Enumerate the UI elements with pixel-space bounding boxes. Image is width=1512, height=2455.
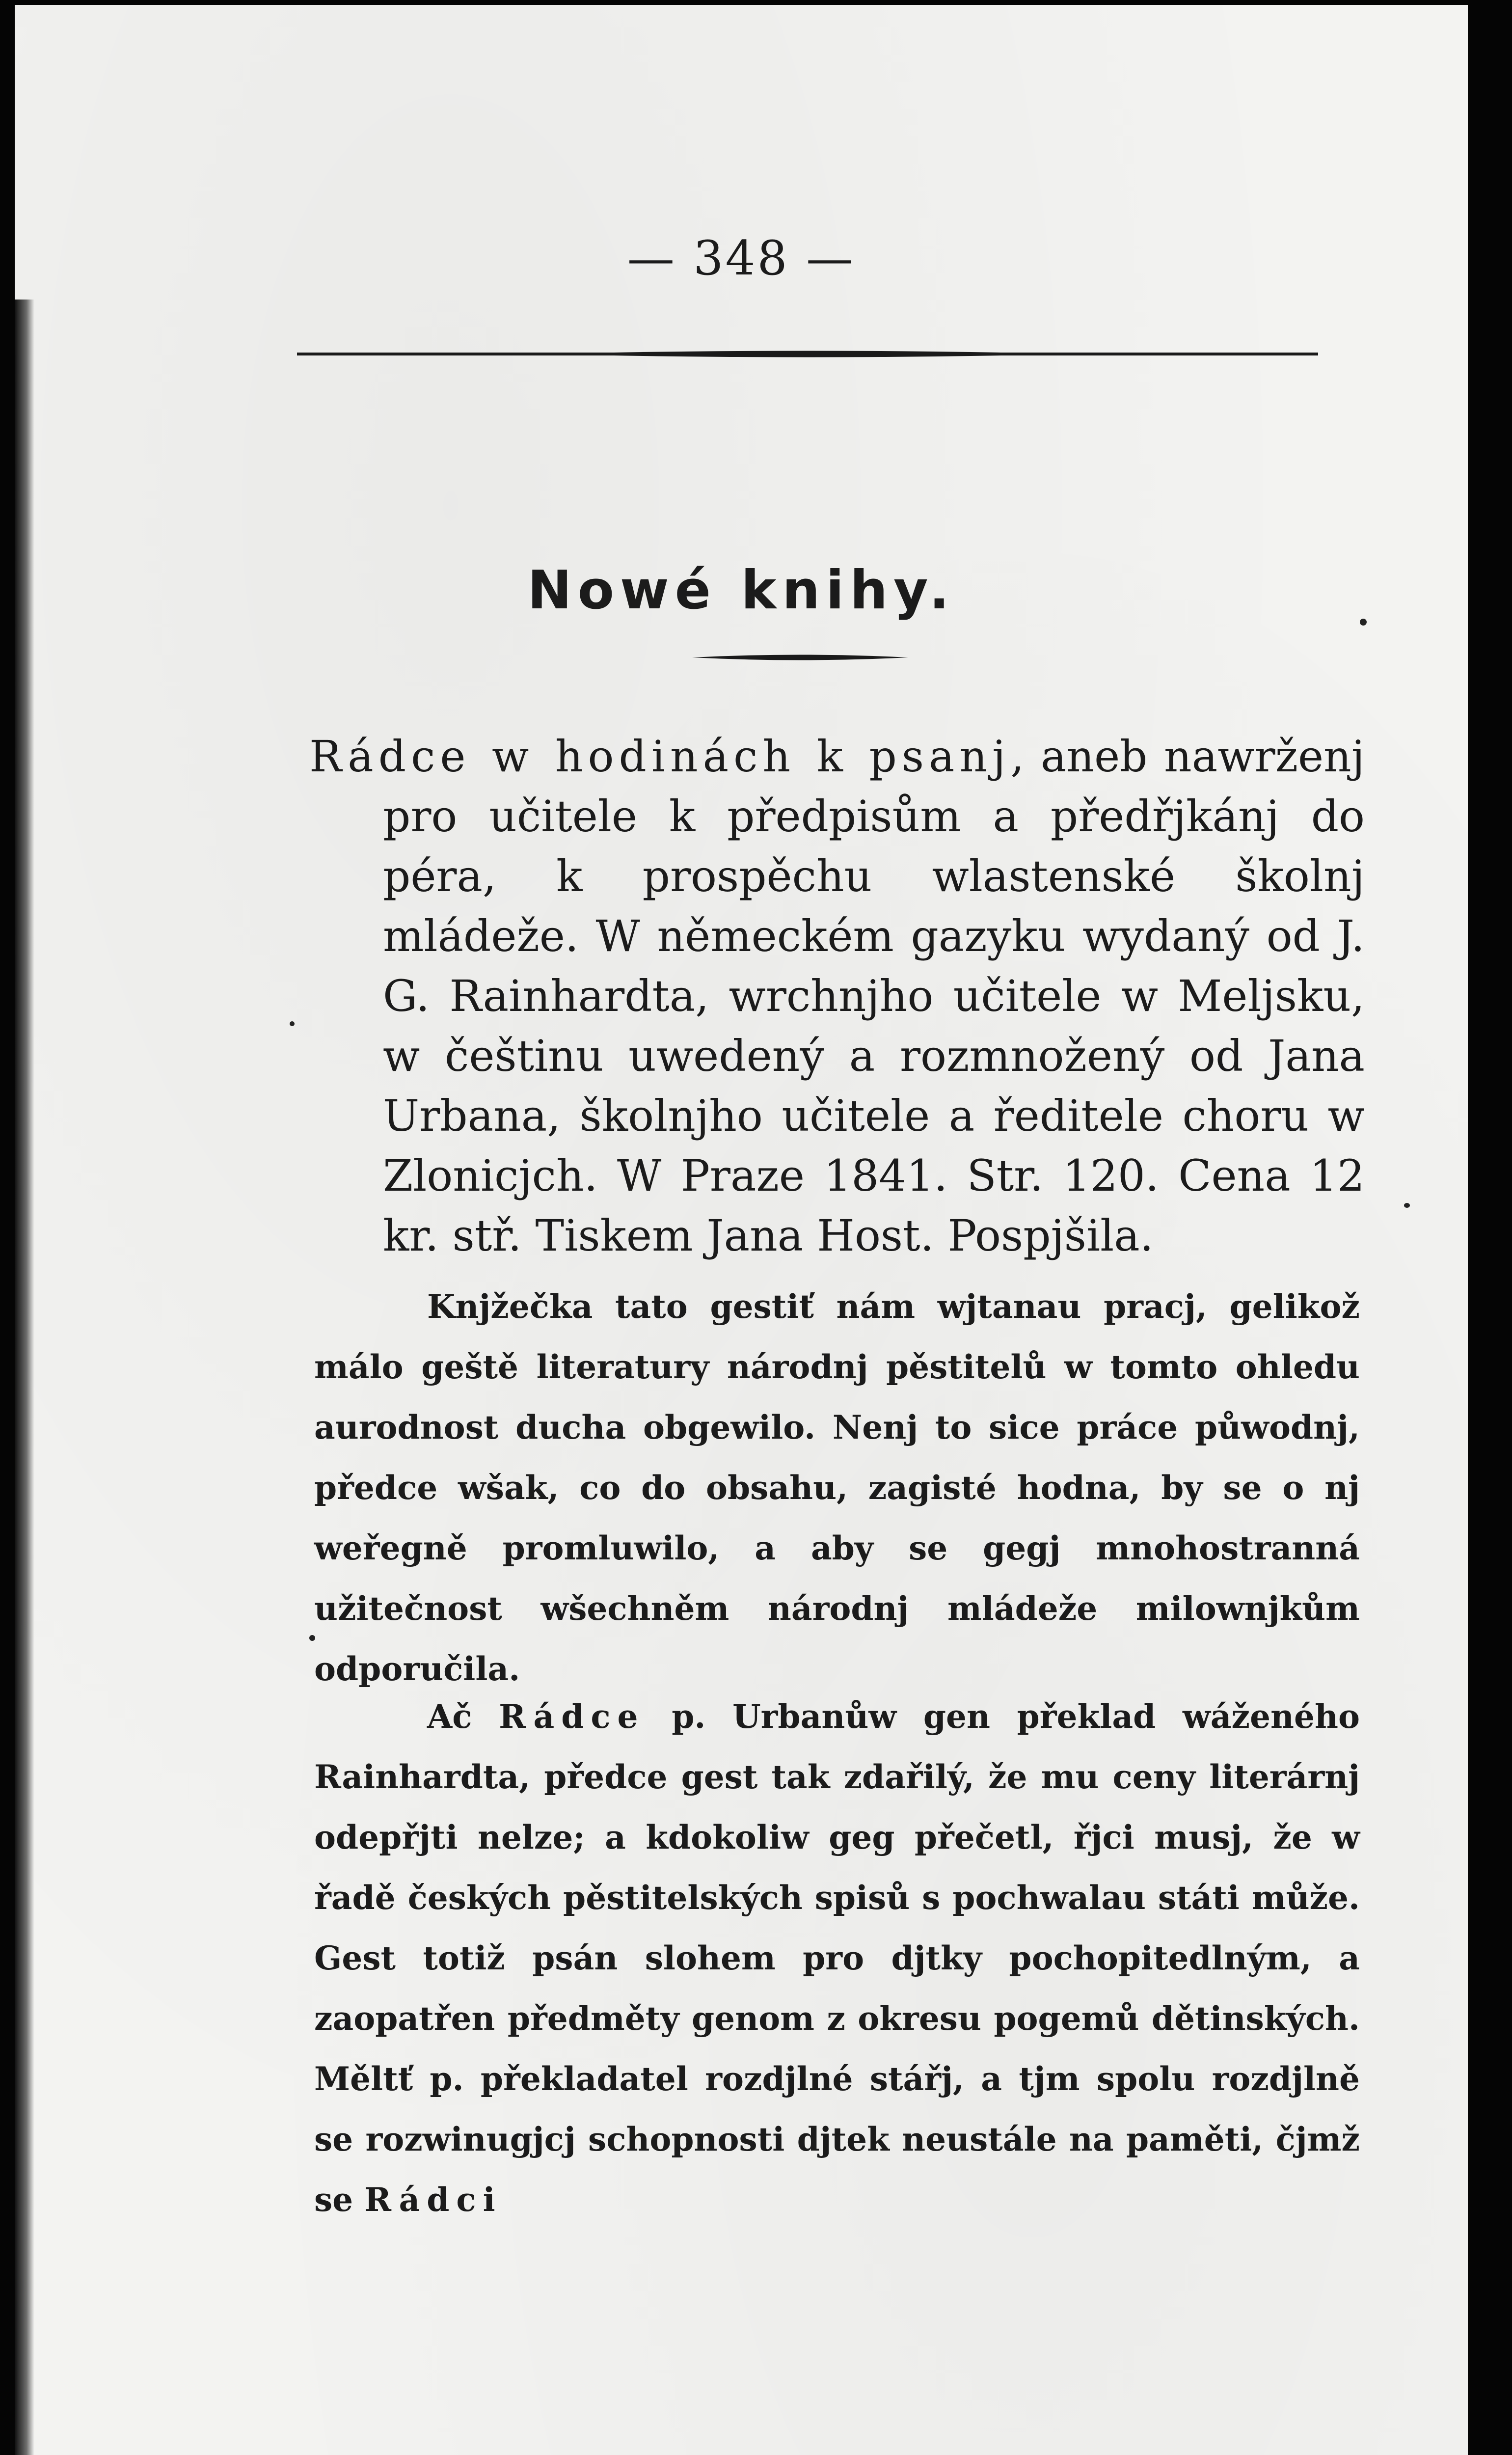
book-citation-details: , aneb nawrženj pro učitele k předpisům a předřjkánj do péra, k prospěchu wlastenské školnj mládeže. W německém gazyku wydaný od J. G. Rainhardta, wrchnjho učitele w Meljsku, w češtinu uwedený a rozmnožený od Jana Urbana, školnjho učitele a ředitele choru w Zlonicjch. W Praze 1841. Str. 120. Cena 12 kr. stř. Tiskem Jana Host. Pospjšila. <box>383 731 1365 1261</box>
scan-speck <box>1360 619 1367 626</box>
book-title: Rádce w hodinách k psanj <box>309 731 1011 782</box>
review-paragraph-2 <box>314 1687 1360 2230</box>
book-name-emphasis-end: Rádci <box>364 2181 502 2219</box>
scan-speck <box>309 1635 315 1641</box>
book-citation <box>309 727 1365 1266</box>
title-divider-rule <box>692 653 908 662</box>
page-number: — 348 — <box>627 231 856 286</box>
review-paragraph-1: Knjžečka tato gestiť nám wjtanau pracj, gelikož málo geště literatury národnj pěstitelů w tomto ohledu aurodnost ducha obgewilo. Nenj to sice práce půwodnj, předce wšak, co do obsahu, zagisté hodna, by se o nj weřegně promluwilo, a aby se gegj mnohostranná užitečnost wšechněm národnj mládeže milownjkům odporučila. <box>314 1287 1360 1688</box>
scan-speck <box>1404 1203 1410 1208</box>
book-name-emphasis: Rádce <box>499 1697 645 1736</box>
top-divider-rule <box>297 349 1318 359</box>
scan-speck <box>290 1021 295 1026</box>
section-title: Nowé knihy. <box>527 560 955 621</box>
review-paragraph-2-body: p. Urbanůw gen překlad wáženého Rainhardta, předce gest tak zdařilý, že mu ceny literárnj odepřjti nelze; a kdokoliw geg přečetl, řjci musj, že w řadě českých pěstitelských spisů s pochwalau státi může. Gest totiž psán slohem pro djtky pochopitedlným, a zaopatřen předměty genom z okresu pogemů dětinských. Měltť p. překladatel rozdjlné stářj, a tjm spolu rozdjlně se rozwinugjcj schopnosti djtek neustále na paměti, čjmž se <box>314 1697 1360 2219</box>
review-paragraph-2-start: Ač <box>427 1697 499 1736</box>
scanned-page <box>15 5 1468 2455</box>
